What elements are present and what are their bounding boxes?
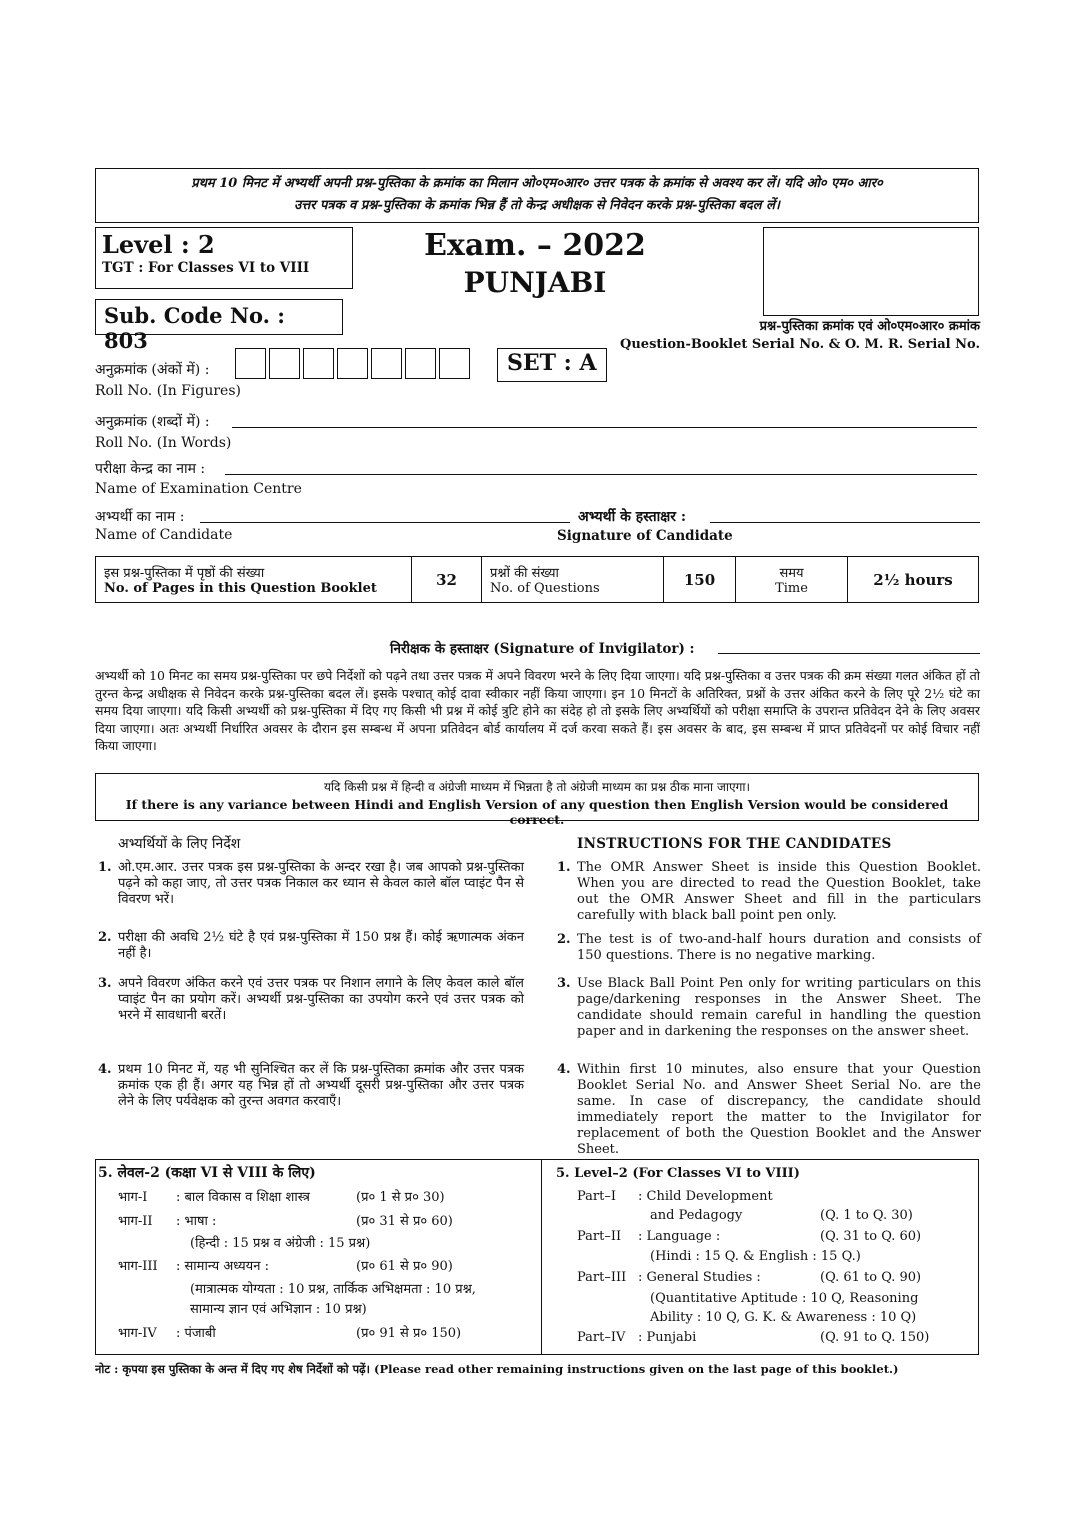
part-hi-label: भाग-I <box>118 1190 148 1205</box>
tgt-label: TGT : For Classes VI to VIII <box>102 260 310 276</box>
instruction-en-number: 4. <box>557 1062 571 1077</box>
part-en-name: : Punjabi <box>638 1330 697 1345</box>
sign-label-hi: अभ्यर्थी के हस्ताक्षर : <box>578 509 687 525</box>
part-hi-label: भाग-IV <box>118 1326 157 1341</box>
pages-label-hi: इस प्रश्न-पुस्तिका में पृष्ठों की संख्या <box>104 566 265 581</box>
name-label-hi: अभ्यर्थी का नाम : <box>95 509 185 525</box>
footer-note: नोट : कृपया इस पुस्तिका के अन्त में दिए गए शेष निर्देशों को पढ़ें। (Please read other remaining instructions given on the last page of this booklet.) <box>95 1362 899 1376</box>
hindi-instructions-paragraph: अभ्यर्थी को 10 मिनट का समय प्रश्न-पुस्तिका पर छपे निर्देशों को पढ़ने तथा उत्तर पत्रक में अपने विवरण भरने के लिए दिया जाएगा। यदि प्रश्न-पुस्तिका व उत्तर पत्रक की क्रम संख्या गलत अंकित हों तो तुरन्त केन्द्र अधीक्षक से निवेदन करके प्रश्न-पुस्तिका बदल लें। इसके पश्चात् कोई दावा स्वीकार नहीं किया जाएगा। इन 10 मिनटों के अतिरिक्त, प्रश्नों के उत्तर अंकित करने के लिए पूरे 2½ घंटे का समय दिया जाएगा। यदि किसी अभ्यर्थी को प्रश्न-पुस्तिका में दिए गए किसी भी प्रश्न में कोई त्रुटि होने का संदेह हो तो इसके लिए अभ्यर्थियों को परीक्षा समाप्ति के उपरान्त प्रतिवेदन देने के लिए अवसर दिया जाएगा। अतः अभ्यर्थी निर्धारित अवसर के दौरान इस सम्बन्ध में अपना प्रतिवेदन बोर्ड कार्यालय में दर्ज करवा सकते हैं। इस अवसर के बाद, इस सम्बन्ध में प्राप्त प्रतिवेदनों पर कोई विचार नहीं किया जाएगा। <box>95 668 980 753</box>
time-label-en: Time <box>775 581 808 596</box>
roll-digit-box[interactable] <box>269 348 300 379</box>
instruction-hi-item: परीक्षा की अवधि 2½ घंटे है एवं प्रश्न-पुस्तिका में 150 प्रश्न हैं। कोई ऋणात्मक अंकन नहीं है। <box>118 930 524 961</box>
invigilator-label: निरीक्षक के हस्ताक्षर (Signature of Invigilator) : <box>390 641 695 657</box>
part-en-label: Part–II <box>577 1229 622 1244</box>
time-value: 2½ hours <box>848 557 979 603</box>
time-label-hi: समय <box>779 566 804 581</box>
serial-number-box[interactable] <box>763 227 979 316</box>
part-hi-label: भाग-III <box>118 1259 158 1274</box>
instruction-en-number: 2. <box>557 932 571 947</box>
name-line[interactable] <box>200 522 570 523</box>
sign-label-en: Signature of Candidate <box>557 528 733 544</box>
questions-label-hi: प्रश्नों की संख्या <box>490 566 559 581</box>
roll-figures-boxes[interactable] <box>235 348 473 383</box>
part-en-sub: (Hindi : 15 Q. & English : 15 Q.) <box>650 1249 861 1264</box>
roll-digit-box[interactable] <box>337 348 368 379</box>
invigilator-line[interactable] <box>718 653 980 654</box>
part-en-name: : General Studies : <box>638 1270 761 1285</box>
instruction-en-number: 3. <box>557 976 571 991</box>
roll-figures-label-hi: अनुक्रमांक (अंकों में) : <box>95 362 210 378</box>
part-hi-sub: (हिन्दी : 15 प्रश्न व अंग्रेजी : 15 प्रश्न) <box>190 1236 371 1251</box>
roll-digit-box[interactable] <box>405 348 436 379</box>
part-hi-name: : बाल विकास व शिक्षा शास्त्र <box>176 1190 310 1205</box>
roll-digit-box[interactable] <box>303 348 334 379</box>
parts-english-title: 5. Level–2 (For Classes VI to VIII) <box>556 1166 800 1181</box>
top-notice-line2: उत्तर पत्रक व प्रश्न-पुस्तिका के क्रमांक भिन्न हैं तो केन्द्र अधीक्षक से निवेदन करके प्रश्न-पुस्तिका बदल लें। <box>294 198 780 213</box>
part-en-range: (Q. 1 to Q. 30) <box>820 1208 913 1223</box>
questions-cell <box>482 557 664 603</box>
part-hi-range: (प्र० 1 से प्र० 30) <box>356 1190 445 1205</box>
part-hi-name: : पंजाबी <box>176 1326 216 1341</box>
time-cell <box>736 557 848 603</box>
roll-words-label-hi: अनुक्रमांक (शब्दों में) : <box>95 414 210 430</box>
part-en-sub: Ability : 10 Q, G. K. & Awareness : 10 Q) <box>650 1310 917 1325</box>
part-hi-name: : भाषा : <box>176 1214 217 1229</box>
part-en-name: : Language : <box>638 1229 721 1244</box>
name-label-en: Name of Candidate <box>95 527 233 543</box>
instructions-english-title: INSTRUCTIONS FOR THE CANDIDATES <box>577 836 892 852</box>
instruction-hi-number: 2. <box>98 930 112 945</box>
pages-label-en: No. of Pages in this Question Booklet <box>104 581 377 596</box>
part-en-name: and Pedagogy <box>650 1208 743 1223</box>
questions-value: 150 <box>664 557 736 603</box>
part-hi-range: (प्र० 61 से प्र० 90) <box>356 1259 453 1274</box>
part-hi-sub: सामान्य ज्ञान एवं अभिज्ञान : 10 प्रश्न) <box>190 1302 367 1317</box>
instructions-hindi-title: अभ्यर्थियों के लिए निर्देश <box>118 836 241 852</box>
serial-label-english: Question-Booklet Serial No. & O. M. R. Serial No. <box>620 337 980 352</box>
questions-label-en: No. of Questions <box>490 581 600 596</box>
set-label: SET : A <box>497 348 607 382</box>
part-hi-range: (प्र० 91 से प्र० 150) <box>356 1326 462 1341</box>
instruction-en-item: Within first 10 minutes, also ensure that your Question Booklet Serial No. and Answer Sheet Serial No. are the same. In case of discrepancy, the candidate should immediately report the matter to the Invigilator for replacement of both the Question Booklet and the Answer Sheet. <box>577 1062 981 1157</box>
booklet-info-table <box>95 556 979 603</box>
roll-digit-box[interactable] <box>439 348 470 379</box>
roll-digit-box[interactable] <box>235 348 266 379</box>
roll-digit-box[interactable] <box>371 348 402 379</box>
part-hi-name: : सामान्य अध्ययन : <box>176 1259 269 1274</box>
part-en-range: (Q. 91 to Q. 150) <box>820 1330 930 1345</box>
part-en-range: (Q. 61 to Q. 90) <box>820 1270 922 1285</box>
instruction-en-item: The OMR Answer Sheet is inside this Question Booklet. When you are directed to read the Question Booklet, take out the OMR Answer Sheet and fill in the particulars carefully with black ball point pen only. <box>577 860 981 923</box>
subject-title: PUNJABI <box>463 266 607 299</box>
instruction-en-item: Use Black Ball Point Pen only for writing particulars on this page/darkening responses in the Answer Sheet. The candidate should remain careful in handling the question paper and in darkening the responses on the answer sheet. <box>577 976 981 1039</box>
part-en-label: Part–I <box>577 1189 616 1204</box>
instruction-hi-item: प्रथम 10 मिनट में, यह भी सुनिश्चित कर लें कि प्रश्न-पुस्तिका क्रमांक और उत्तर पत्रक क्रमांक एक ही हैं। अगर यह भिन्न हों तो अभ्यर्थी दूसरी प्रश्न-पुस्तिका और उत्तर पत्रक लेने के लिए पर्यवेक्षक को तुरन्त अवगत करवाएँ। <box>118 1062 524 1109</box>
part-hi-range: (प्र० 31 से प्र० 60) <box>356 1214 453 1229</box>
variance-notice-box <box>95 773 979 827</box>
part-hi-label: भाग-II <box>118 1214 153 1229</box>
part-en-sub: (Quantitative Aptitude : 10 Q, Reasoning <box>650 1291 919 1306</box>
serial-label-hindi: प्रश्न-पुस्तिका क्रमांक एवं ओ०एम०आर० क्रमांक <box>759 319 980 334</box>
parts-divider <box>541 1160 542 1354</box>
instruction-hi-item: ओ.एम.आर. उत्तर पत्रक इस प्रश्न-पुस्तिका के अन्दर रखा है। जब आपको प्रश्न-पुस्तिका पढ़ने को कहा जाए, तो उत्तर पत्रक निकाल कर ध्यान से केवल काले बॉल प्वाइंट पैन से विवरण भरें। <box>118 860 524 907</box>
part-en-label: Part–III <box>577 1270 627 1285</box>
part-en-label: Part–IV <box>577 1330 626 1345</box>
top-notice <box>95 168 979 223</box>
instruction-en-item: The test is of two-and-half hours duration and consists of 150 questions. There is no negative marking. <box>577 932 981 963</box>
instruction-hi-number: 3. <box>98 976 112 991</box>
instruction-en-number: 1. <box>557 860 571 875</box>
level-box <box>95 227 353 289</box>
sign-line[interactable] <box>710 522 980 523</box>
parts-hindi-title: 5. लेवल-2 (कक्षा VI से VIII के लिए) <box>98 1165 316 1181</box>
instruction-hi-number: 4. <box>98 1062 112 1077</box>
roll-figures-label-en: Roll No. (In Figures) <box>95 383 241 399</box>
instruction-hi-item: अपने विवरण अंकित करने एवं उत्तर पत्रक पर निशान लगाने के लिए केवल काले बॉल प्वाइंट पैन का प्रयोग करें। अभ्यर्थी प्रश्न-पुस्तिका का उपयोग करने एवं उत्तर पत्रक को भरने में सावधानी बरतें। <box>118 976 524 1023</box>
pages-value: 32 <box>412 557 482 603</box>
roll-words-line[interactable] <box>232 427 977 428</box>
pages-cell <box>96 557 412 603</box>
variance-hindi: यदि किसी प्रश्न में हिन्दी व अंग्रेजी माध्यम में भिन्नता है तो अंग्रेजी माध्यम का प्रश्न ठीक माना जाएगा। <box>323 780 751 794</box>
part-en-range: (Q. 31 to Q. 60) <box>820 1229 922 1244</box>
instruction-hi-number: 1. <box>98 860 112 875</box>
part-hi-sub: (मात्रात्मक योग्यता : 10 प्रश्न, तार्किक अभिक्षमता : 10 प्रश्न, <box>190 1282 476 1297</box>
centre-label-hi: परीक्षा केन्द्र का नाम : <box>95 461 206 477</box>
centre-label-en: Name of Examination Centre <box>95 481 302 497</box>
part-en-name: : Child Development <box>638 1189 773 1204</box>
roll-words-label-en: Roll No. (In Words) <box>95 435 232 451</box>
level-label: Level : 2 <box>102 230 215 259</box>
centre-line[interactable] <box>225 474 977 475</box>
exam-title: Exam. – 2022 <box>424 228 646 263</box>
top-notice-line1: प्रथम 10 मिनट में अभ्यर्थी अपनी प्रश्न-पुस्तिका के क्रमांक का मिलान ओ०एम०आर० उत्तर पत्रक के क्रमांक से अवश्य कर लें। यदि ओ० एम० आर० <box>191 176 883 191</box>
variance-english: If there is any variance between Hindi and English Version of any question then English Version would be considered correct. <box>125 797 949 827</box>
sub-code-box: Sub. Code No. : 803 <box>95 299 343 335</box>
